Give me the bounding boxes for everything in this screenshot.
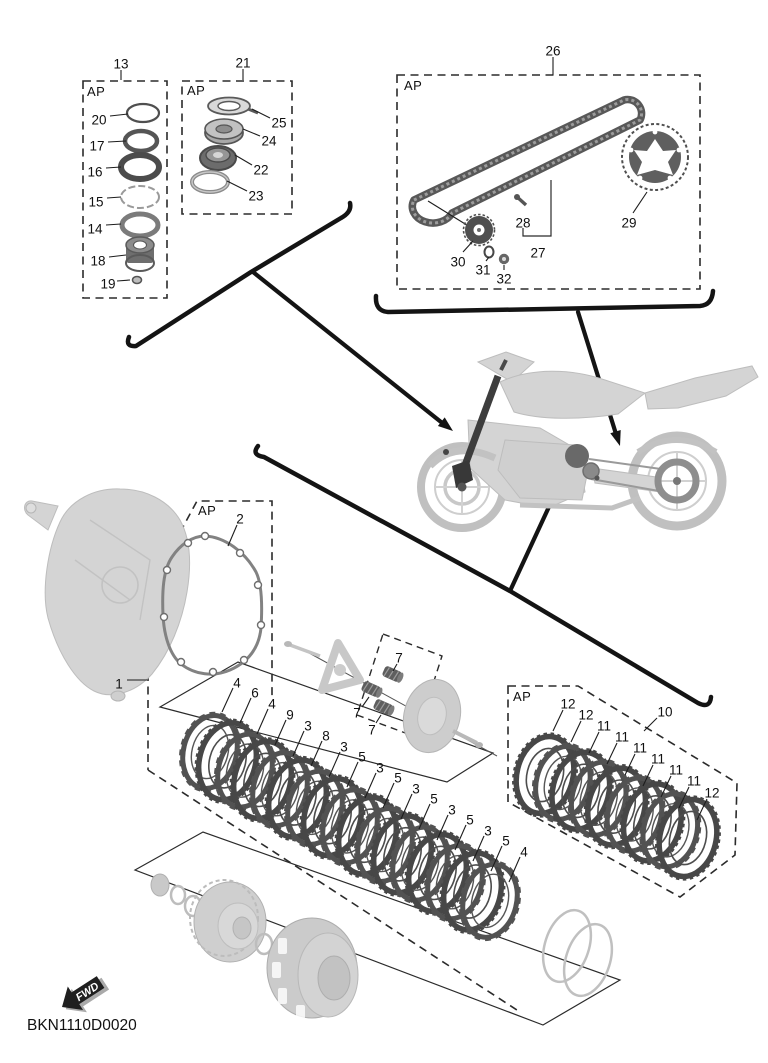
callout-9: 9 bbox=[286, 707, 294, 723]
callout-3: 3 bbox=[304, 718, 312, 734]
lifter-plate bbox=[322, 643, 360, 690]
callout-3: 3 bbox=[340, 739, 348, 755]
callout-3: 3 bbox=[484, 823, 492, 839]
bearing-part-16 bbox=[121, 155, 159, 179]
callout-18: 18 bbox=[90, 253, 106, 269]
ap-label: AP bbox=[513, 689, 532, 704]
washer-faded bbox=[171, 886, 185, 904]
clutch-boss-group bbox=[151, 874, 620, 1019]
callout-3: 3 bbox=[376, 760, 384, 776]
leader-line bbox=[107, 197, 121, 198]
wire-ring-faded bbox=[556, 918, 621, 1002]
bolt-part-28 bbox=[514, 194, 526, 205]
boss-part-24 bbox=[205, 119, 243, 144]
leader-line bbox=[644, 718, 657, 731]
callout-16: 16 bbox=[87, 164, 103, 180]
leader-line bbox=[106, 224, 121, 225]
callout-4: 4 bbox=[233, 675, 241, 691]
snap-ring-part-20 bbox=[127, 104, 159, 122]
clutch-housing-faded bbox=[267, 918, 358, 1019]
callout-11: 11 bbox=[650, 751, 666, 767]
push-bolt bbox=[284, 641, 320, 656]
callout-19: 19 bbox=[100, 276, 116, 292]
leader-line bbox=[275, 720, 286, 745]
callout-1: 1 bbox=[115, 676, 123, 692]
callout-3: 3 bbox=[448, 802, 456, 818]
bearing-part-22 bbox=[200, 146, 236, 170]
callout-15: 15 bbox=[88, 194, 104, 210]
fwd-arrow bbox=[54, 969, 113, 1023]
leader-line bbox=[633, 192, 647, 213]
motorcycle-illustration bbox=[421, 352, 758, 528]
wire-ring-faded bbox=[535, 904, 600, 988]
part-code: BKN1110D0020 bbox=[27, 1017, 137, 1034]
callout-31: 31 bbox=[475, 262, 491, 278]
kit-box-26 bbox=[397, 75, 700, 289]
leader-line bbox=[243, 129, 260, 136]
callout-11: 11 bbox=[632, 740, 648, 756]
callout-26: 26 bbox=[545, 43, 561, 59]
callout-25: 25 bbox=[271, 115, 287, 131]
ring-part-17 bbox=[125, 131, 157, 151]
ap-label: AP bbox=[87, 84, 106, 99]
nut-faded bbox=[151, 874, 169, 896]
clip-part-31 bbox=[485, 247, 494, 258]
callout-22: 22 bbox=[253, 162, 269, 178]
callout-2: 2 bbox=[236, 511, 244, 527]
callout-6: 6 bbox=[251, 685, 259, 701]
callout-5: 5 bbox=[466, 812, 474, 828]
callout-11: 11 bbox=[686, 773, 702, 789]
callout-28: 28 bbox=[515, 215, 531, 231]
ap-label: AP bbox=[404, 78, 423, 93]
callout-8: 8 bbox=[322, 728, 330, 744]
front-axle bbox=[458, 483, 467, 492]
callout-11: 11 bbox=[668, 762, 684, 778]
callout-7: 7 bbox=[368, 722, 376, 738]
kit-box-10 bbox=[505, 686, 737, 897]
leader-line bbox=[376, 715, 381, 723]
callout-11: 11 bbox=[614, 729, 630, 745]
pressure-plate-subassembly bbox=[284, 641, 497, 759]
leader-line bbox=[227, 181, 247, 191]
callout-7: 7 bbox=[353, 705, 361, 721]
callout-3: 3 bbox=[412, 781, 420, 797]
callout-4: 4 bbox=[268, 696, 276, 712]
washer-part-14 bbox=[122, 214, 158, 236]
clutch-boss-faded bbox=[190, 880, 266, 962]
leader-line bbox=[252, 109, 270, 118]
callout-5: 5 bbox=[430, 791, 438, 807]
leader-line bbox=[553, 710, 563, 731]
drive-chain bbox=[412, 100, 641, 223]
pointer-braces bbox=[128, 203, 713, 705]
leader-line bbox=[257, 709, 268, 734]
callout-5: 5 bbox=[502, 833, 510, 849]
callout-23: 23 bbox=[248, 188, 264, 204]
callout-5: 5 bbox=[394, 770, 402, 786]
clutch-cover-illustration bbox=[25, 489, 190, 701]
rear-sprocket-part-29 bbox=[622, 124, 688, 190]
callout-12: 12 bbox=[560, 696, 576, 712]
ap-label: AP bbox=[198, 503, 217, 518]
ap-label: AP bbox=[187, 83, 206, 98]
leader-line bbox=[222, 688, 233, 712]
tail-section bbox=[645, 366, 758, 409]
chain-run-top bbox=[589, 459, 661, 469]
pressure-plate bbox=[396, 673, 483, 758]
leader-line bbox=[235, 155, 252, 165]
callout-32: 32 bbox=[496, 271, 512, 287]
leader-line bbox=[463, 241, 473, 252]
leader-line bbox=[109, 255, 126, 257]
leader-line bbox=[117, 280, 130, 281]
front-sprocket-part-30 bbox=[464, 215, 495, 246]
callout-4: 4 bbox=[520, 844, 528, 860]
leader-line bbox=[329, 752, 340, 777]
callout-29: 29 bbox=[621, 215, 637, 231]
callout-24: 24 bbox=[261, 133, 277, 149]
callout-12: 12 bbox=[578, 707, 594, 723]
callout-11: 11 bbox=[596, 718, 612, 734]
callout-14: 14 bbox=[87, 221, 103, 237]
callout-30: 30 bbox=[450, 254, 466, 270]
callout-27: 27 bbox=[530, 245, 546, 261]
leader-line bbox=[228, 525, 237, 546]
leader-line bbox=[571, 721, 581, 742]
fwd-label: FWD bbox=[73, 980, 102, 1005]
callout-7: 7 bbox=[395, 650, 403, 666]
leader-line bbox=[362, 697, 369, 707]
callout-20: 20 bbox=[91, 112, 107, 128]
nut-part-32 bbox=[499, 254, 509, 264]
tab-washer-part-25 bbox=[208, 98, 258, 115]
callout-21: 21 bbox=[235, 55, 251, 71]
leader-line bbox=[293, 731, 304, 756]
leader-line bbox=[240, 698, 251, 723]
callout-5: 5 bbox=[358, 749, 366, 765]
fuel-tank bbox=[500, 371, 645, 418]
callout-12: 12 bbox=[704, 785, 720, 801]
small-washer-part-19 bbox=[133, 277, 142, 284]
callout-17: 17 bbox=[89, 138, 105, 154]
clutch-spring bbox=[382, 665, 405, 683]
callout-13: 13 bbox=[113, 56, 129, 72]
spring-washer-part-15 bbox=[121, 186, 159, 208]
callout-10: 10 bbox=[657, 704, 673, 720]
spacer-part-18 bbox=[126, 237, 154, 271]
clutch-spring bbox=[361, 680, 384, 698]
leader-line bbox=[110, 114, 128, 116]
